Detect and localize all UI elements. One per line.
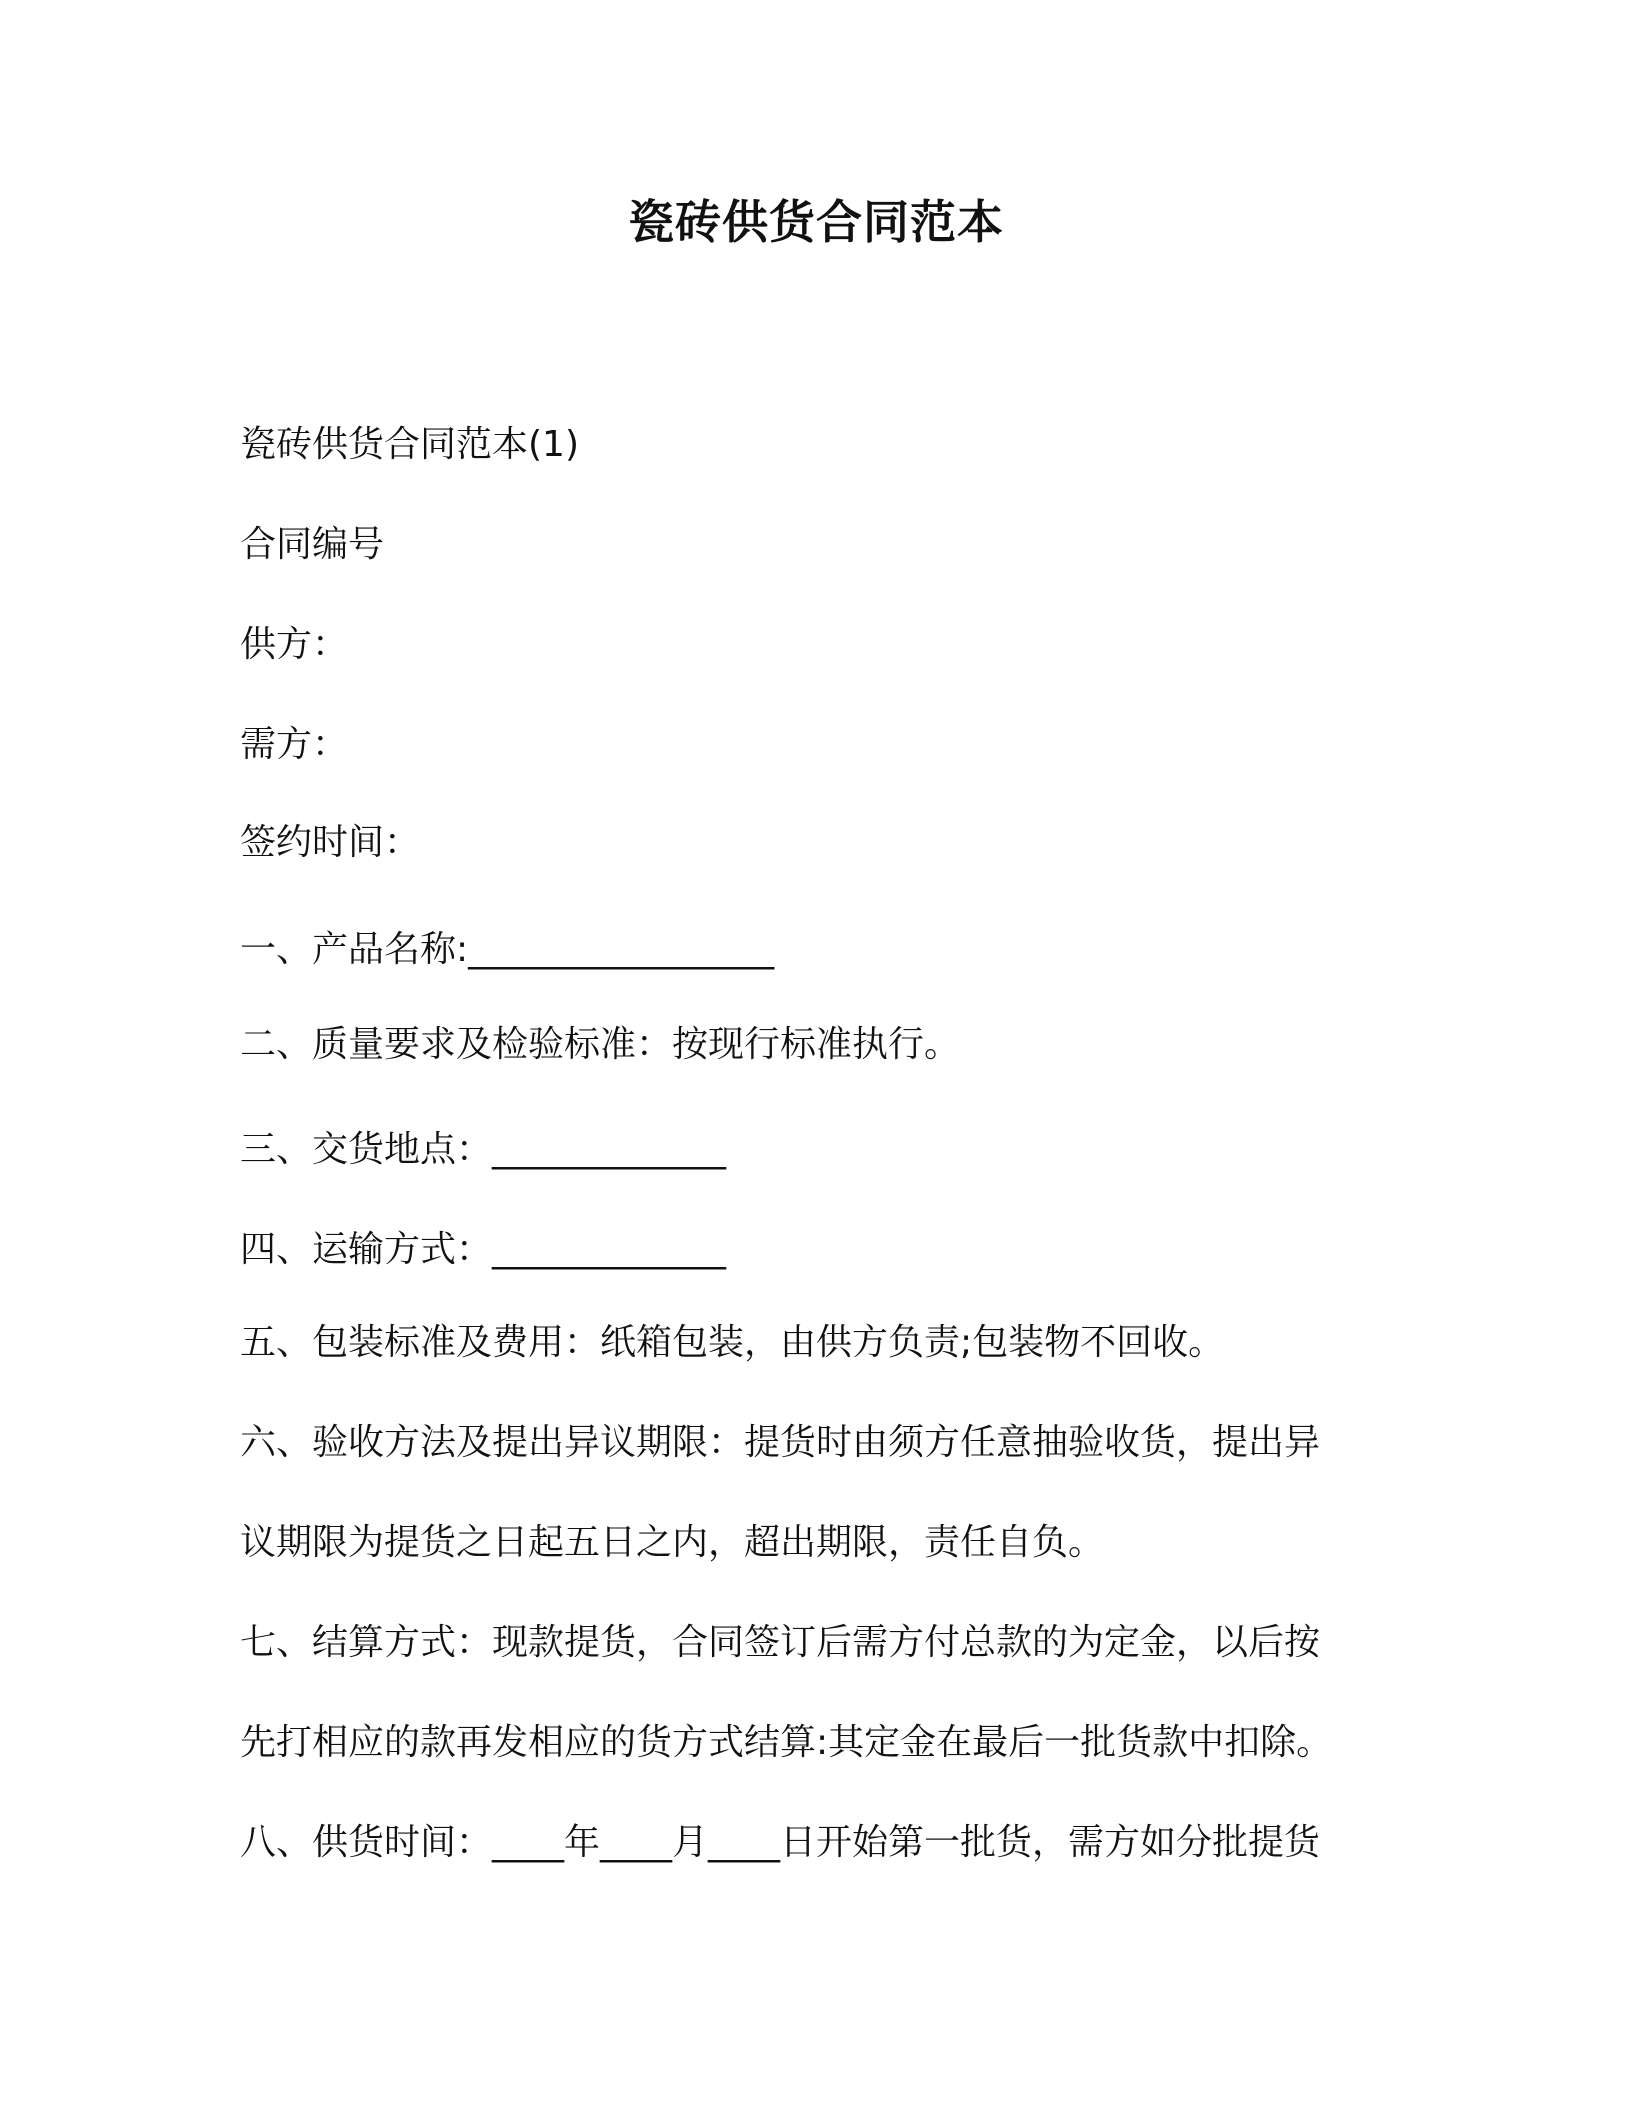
clause-6-acceptance-cont: 议期限为提货之日起五日之内，超出期限，责任自负。 bbox=[240, 1522, 1105, 1563]
clause-5-packaging: 五、包装标准及费用：纸箱包装，由供方负责;包装物不回收。 bbox=[240, 1322, 1225, 1363]
buyer-label: 需方： bbox=[240, 724, 349, 765]
supplier-label: 供方： bbox=[240, 624, 349, 665]
clause-3-delivery-location: 三、交货地点：_____________ bbox=[240, 1129, 727, 1170]
contract-subtitle: 瓷砖供货合同范本(1) bbox=[240, 424, 579, 465]
signing-time-label: 签约时间： bbox=[240, 822, 421, 863]
clause-4-transport: 四、运输方式：_____________ bbox=[240, 1229, 727, 1270]
clause-7-settlement-cont: 先打相应的款再发相应的货方式结算:其定金在最后一批货款中扣除。 bbox=[240, 1722, 1333, 1763]
clause-6-acceptance: 六、验收方法及提出异议期限：提货时由须方任意抽验收货，提出异 bbox=[240, 1422, 1321, 1463]
clause-1-product-name: 一、产品名称:_________________ bbox=[240, 929, 775, 970]
clause-7-settlement: 七、结算方式：现款提货，合同签订后需方付总款的为定金，以后按 bbox=[240, 1622, 1321, 1663]
document-title: 瓷砖供货合同范本 bbox=[628, 195, 1004, 249]
clause-2-quality: 二、质量要求及检验标准：按现行标准执行。 bbox=[240, 1024, 961, 1065]
contract-number-label: 合同编号 bbox=[240, 524, 385, 565]
clause-8-supply-time: 八、供货时间：____年____月____日开始第一批货，需方如分批提货 bbox=[240, 1822, 1321, 1863]
